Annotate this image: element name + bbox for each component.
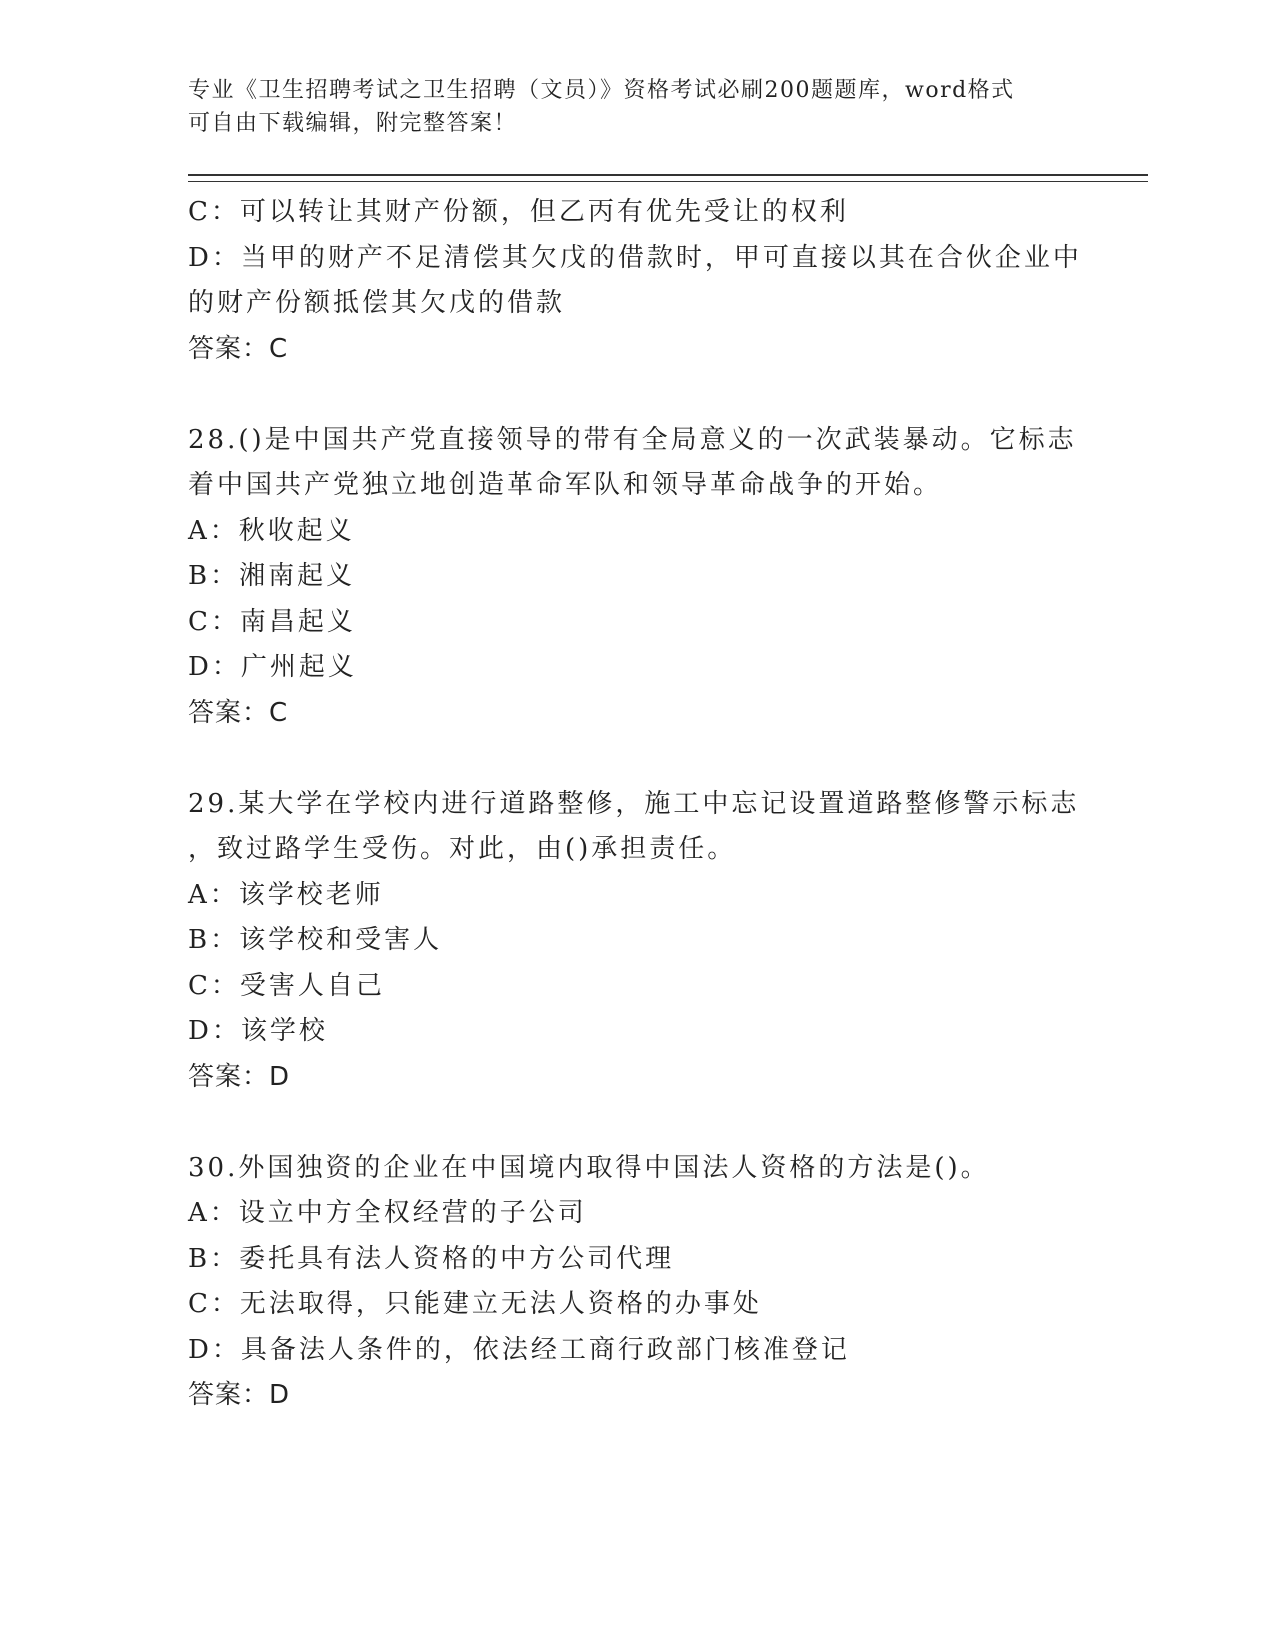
q29-stem-line-1: 29.某大学在学校内进行道路整修，施工中忘记设置道路整修警示标志 — [188, 788, 1080, 819]
q28-option-c: C：南昌起义 — [188, 606, 356, 637]
q29-option-c: C：受害人自己 — [188, 970, 385, 1001]
q27-option-c: C：可以转让其财产份额，但乙丙有优先受让的权利 — [188, 197, 849, 227]
q30-option-d: D：具备法人条件的，依法经工商行政部门核准登记 — [188, 1334, 850, 1365]
q29-option-b: B：该学校和受害人 — [188, 925, 443, 955]
q29-stem-line-2: ，致过路学生受伤。对此，由()承担责任。 — [188, 834, 737, 864]
spacer — [188, 1100, 1088, 1146]
q29-option-d: D：该学校 — [188, 1016, 328, 1046]
header-line-1: 专业《卫生招聘考试之卫生招聘（文员）》资格考试必刷200题题库，word格式 — [188, 78, 1015, 103]
q28-answer: 答案：C — [188, 697, 289, 728]
q30-stem-line-1: 30.外国独资的企业在中国境内取得中国法人资格的方法是()。 — [188, 1152, 990, 1183]
q30-option-b: B：委托具有法人资格的中方公司代理 — [188, 1243, 675, 1274]
spacer — [188, 372, 1088, 418]
q27-answer: 答案：C — [188, 333, 289, 364]
question-27-block — [188, 190, 1088, 372]
spacer — [188, 736, 1088, 782]
q30-option-c: C：无法取得，只能建立无法人资格的办事处 — [188, 1289, 762, 1319]
q28-option-b: B：湘南起义 — [188, 561, 356, 591]
header-rule-thin — [188, 181, 1148, 182]
question-30-block — [188, 1146, 1088, 1419]
q28-stem-line-2: 着中国共产党独立地创造革命军队和领导革命战争的开始。 — [188, 470, 943, 500]
question-content — [188, 190, 1088, 1419]
question-29-block — [188, 782, 1088, 1101]
q30-answer: 答案：D — [188, 1380, 291, 1410]
q29-option-a: A：该学校老师 — [188, 879, 384, 910]
q29-answer: 答案：D — [188, 1061, 291, 1092]
question-28-block — [188, 418, 1088, 737]
header-rule-thick — [188, 174, 1148, 176]
page-header — [188, 74, 1088, 140]
header-line-2: 可自由下载编辑，附完整答案！ — [188, 111, 518, 136]
q28-stem-line-1: 28.()是中国共产党直接领导的带有全局意义的一次武装暴动。它标志 — [188, 424, 1077, 455]
q27-option-d-line-2: 的财产份额抵偿其欠戊的借款 — [188, 288, 566, 318]
q28-option-d: D：广州起义 — [188, 652, 357, 682]
q30-option-a: A：设立中方全权经营的子公司 — [188, 1198, 587, 1228]
q27-option-d-line-1: D：当甲的财产不足清偿其欠戊的借款时，甲可直接以其在合伙企业中 — [188, 242, 1082, 273]
q28-option-a: A：秋收起义 — [188, 515, 355, 546]
